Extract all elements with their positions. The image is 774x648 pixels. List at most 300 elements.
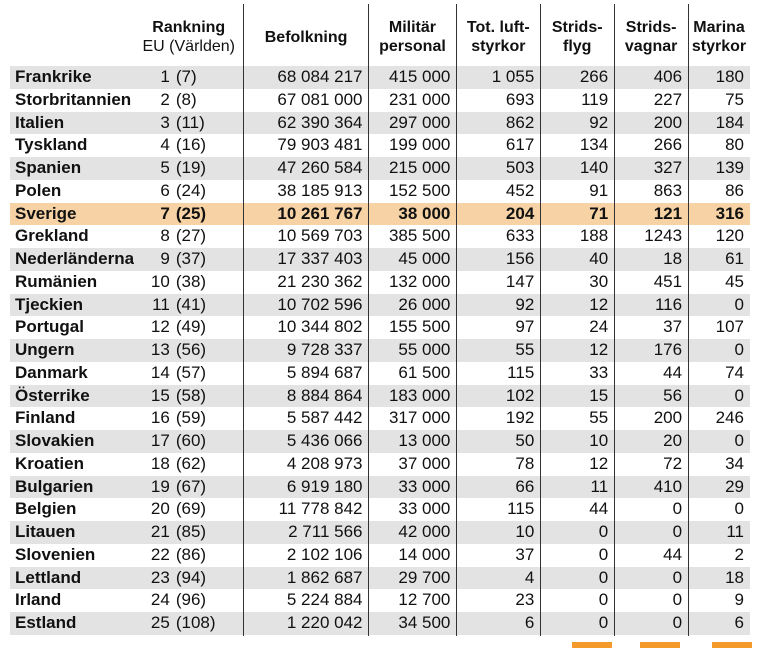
- rank-world: (16): [175, 135, 207, 155]
- jets-value: 30: [589, 271, 609, 291]
- rank-eu: 9: [160, 249, 170, 268]
- jets-value: 71: [589, 203, 609, 223]
- navy-value: 0: [734, 499, 745, 519]
- table-row: [10, 476, 750, 499]
- rank-cell: [134, 407, 244, 430]
- jets-value: 11: [590, 476, 609, 496]
- jets-value: 55: [589, 408, 609, 428]
- table-row: [10, 112, 750, 135]
- jets-value: 0: [598, 590, 609, 610]
- country-name: Portugal: [15, 317, 84, 337]
- airforce-value: 92: [515, 294, 535, 314]
- military-stats-table: [10, 8, 750, 635]
- military-value: 29 700: [398, 567, 451, 587]
- airforce-value: 97: [515, 317, 535, 337]
- navy-value: 75: [725, 89, 745, 109]
- table-row: [10, 385, 750, 408]
- rank-world: (59): [175, 408, 207, 428]
- population-value: 62 390 364: [277, 112, 363, 132]
- rank-eu: 7: [160, 203, 170, 223]
- rank-eu: 14: [150, 362, 170, 382]
- population-value: 10 569 703: [277, 226, 363, 246]
- navy-value: 2: [734, 544, 745, 564]
- jets-value: 0: [598, 522, 609, 541]
- table-row: [10, 362, 750, 385]
- military-value: 14 000: [398, 544, 451, 564]
- header-country: [10, 8, 134, 66]
- military-value: 155 500: [388, 317, 451, 337]
- navy-value: 34: [725, 453, 745, 473]
- tanks-value: 1243: [644, 226, 683, 246]
- country-name: Nederländerna: [15, 249, 134, 268]
- airforce-value: 78: [515, 453, 535, 473]
- military-value: 37 000: [398, 453, 451, 473]
- population-value: 10 344 802: [277, 317, 363, 337]
- country-name: Tjeckien: [15, 294, 84, 314]
- rank-eu: 18: [150, 453, 170, 473]
- country-name: Estland: [15, 613, 77, 632]
- airforce-value: 1 055: [491, 67, 535, 86]
- rank-world: (62): [175, 453, 207, 473]
- airforce-value: 156: [505, 249, 535, 268]
- jets-value: 15: [589, 385, 609, 405]
- navy-value: 0: [734, 431, 745, 450]
- tanks-value: 56: [663, 385, 683, 405]
- rank-world: (57): [175, 362, 207, 382]
- navy-value: 29: [725, 476, 745, 496]
- military-value: 42 000: [398, 522, 451, 541]
- table-row: [10, 430, 750, 453]
- header-population-label: Befolkning: [264, 28, 348, 46]
- rank-world: (7): [175, 67, 197, 86]
- country-name: Frankrike: [15, 67, 92, 86]
- table-row: [10, 294, 750, 317]
- military-value: 13 000: [398, 431, 451, 450]
- airforce-value: 66: [515, 476, 535, 496]
- rank-cell: [134, 544, 244, 567]
- country-name: Belgien: [15, 499, 77, 519]
- tanks-value: 18: [663, 249, 683, 268]
- header-jets-line1: Strids-: [551, 19, 603, 36]
- table-row: [10, 521, 750, 544]
- navy-value: 74: [725, 362, 745, 382]
- rank-cell: [134, 521, 244, 544]
- tanks-value: 0: [672, 499, 683, 519]
- table-row: [10, 89, 750, 112]
- column-divider: [540, 4, 541, 636]
- jets-value: 266: [579, 67, 609, 86]
- header-navy-line2: styrkor: [691, 38, 747, 55]
- table-row: [10, 339, 750, 362]
- airforce-value: 55: [515, 340, 535, 359]
- country-name: Kroatien: [15, 453, 84, 473]
- table-row: [10, 498, 750, 521]
- tanks-value: 121: [653, 203, 683, 223]
- column-divider: [456, 4, 457, 636]
- rank-world: (69): [175, 499, 207, 519]
- rank-cell: [134, 567, 244, 590]
- rank-cell: [134, 612, 244, 635]
- navy-value: 86: [725, 180, 745, 200]
- table-row: [10, 453, 750, 476]
- header-military-line1: Militär: [388, 19, 436, 36]
- airforce-value: 693: [505, 89, 535, 109]
- country-name: Slovenien: [15, 544, 96, 564]
- airforce-value: 617: [505, 135, 535, 155]
- navy-value: 0: [734, 385, 745, 405]
- header-airforce-line1: Tot. luft-: [466, 19, 530, 36]
- jets-value: 0: [598, 613, 609, 632]
- jets-value: 40: [589, 249, 609, 268]
- population-value: 68 084 217: [277, 67, 363, 86]
- airforce-value: 862: [505, 112, 535, 132]
- jets-value: 92: [589, 112, 609, 132]
- rank-world: (19): [175, 158, 207, 177]
- navy-value: 120: [715, 226, 745, 246]
- tanks-value: 406: [653, 67, 683, 86]
- military-value: 132 000: [388, 271, 451, 291]
- military-value: 385 500: [388, 226, 451, 246]
- population-value: 10 261 767: [277, 203, 363, 223]
- tanks-value: 116: [654, 294, 683, 314]
- country-name: Ungern: [15, 340, 75, 359]
- rank-cell: [134, 589, 244, 612]
- military-value: 183 000: [388, 385, 451, 405]
- navy-value: 45: [725, 271, 745, 291]
- military-value: 26 000: [398, 294, 451, 314]
- tanks-value: 0: [672, 590, 683, 610]
- airforce-value: 452: [505, 180, 535, 200]
- rank-cell: [134, 271, 244, 294]
- header-tanks-line2: vagnar: [624, 38, 678, 55]
- airforce-value: 192: [505, 408, 535, 428]
- rank-world: (96): [175, 590, 207, 610]
- rank-eu: 2: [160, 89, 170, 109]
- header-ranking-line2: EU (Världen): [142, 38, 235, 55]
- country-name: Litauen: [15, 522, 76, 541]
- rank-world: (56): [175, 340, 207, 359]
- rank-eu: 3: [160, 112, 170, 132]
- tanks-value: 451: [653, 271, 683, 291]
- military-value: 215 000: [388, 158, 451, 177]
- country-name: Finland: [15, 408, 76, 428]
- tanks-value: 200: [653, 408, 683, 428]
- airforce-value: 115: [507, 499, 535, 519]
- rank-cell: [134, 362, 244, 385]
- jets-value: 0: [598, 544, 609, 564]
- airforce-value: 23: [515, 590, 535, 610]
- population-value: 47 260 584: [277, 158, 363, 177]
- rank-cell: [134, 498, 244, 521]
- tanks-value: 863: [653, 180, 683, 200]
- table-row: [10, 157, 750, 180]
- rank-cell: [134, 203, 244, 226]
- rank-eu: 1: [160, 67, 170, 86]
- population-value: 79 903 481: [277, 135, 363, 155]
- jets-value: 91: [589, 180, 609, 200]
- rank-world: (11): [175, 112, 205, 132]
- rank-eu: 8: [160, 226, 170, 246]
- rank-world: (108): [175, 613, 216, 632]
- navy-value: 107: [715, 317, 745, 337]
- rank-cell: [134, 339, 244, 362]
- country-name: Italien: [15, 112, 65, 132]
- jets-value: 24: [589, 317, 609, 337]
- country-name: Österrike: [15, 385, 90, 405]
- airforce-value: 4: [524, 567, 535, 587]
- population-value: 4 208 973: [286, 453, 363, 473]
- jets-value: 33: [589, 362, 609, 382]
- tanks-value: 0: [672, 522, 683, 541]
- rank-world: (94): [175, 567, 207, 587]
- navy-value: 0: [734, 294, 745, 314]
- country-name: Bulgarien: [15, 476, 94, 496]
- column-divider: [368, 4, 369, 636]
- tanks-value: 44: [663, 544, 683, 564]
- military-value: 231 000: [388, 89, 451, 109]
- country-name: Slovakien: [15, 431, 95, 450]
- rank-eu: 6: [160, 180, 170, 200]
- table-row: [10, 134, 750, 157]
- tanks-value: 0: [672, 613, 683, 632]
- population-value: 5 436 066: [286, 431, 363, 450]
- rank-world: (86): [175, 544, 207, 564]
- column-divider: [614, 4, 615, 636]
- table-row: [10, 225, 750, 248]
- jets-value: 12: [589, 340, 609, 359]
- rank-cell: [134, 112, 244, 135]
- airforce-value: 633: [505, 226, 535, 246]
- population-value: 6 919 180: [286, 476, 363, 496]
- rank-eu: 13: [150, 340, 170, 359]
- rank-eu: 16: [150, 408, 170, 428]
- table-row: [10, 271, 750, 294]
- header-military: [369, 8, 457, 66]
- airforce-value: 50: [515, 431, 535, 450]
- table-row: [10, 66, 750, 89]
- table-header: [10, 8, 750, 66]
- navy-value: 0: [734, 340, 745, 359]
- country-name: Danmark: [15, 362, 88, 382]
- jets-value: 12: [589, 453, 609, 473]
- rank-cell: [134, 180, 244, 203]
- rank-world: (49): [175, 317, 207, 337]
- jets-value: 119: [581, 89, 609, 109]
- country-name: Spanien: [15, 158, 82, 177]
- tanks-value: 176: [653, 340, 683, 359]
- rank-cell: [134, 476, 244, 499]
- header-military-line2: personal: [379, 38, 446, 55]
- column-divider: [688, 4, 689, 636]
- table-row: [10, 544, 750, 567]
- table-row: [10, 567, 750, 590]
- airforce-value: 6: [524, 613, 535, 632]
- navy-value: 6: [734, 613, 745, 632]
- population-value: 1 862 687: [286, 567, 363, 587]
- population-value: 38 185 913: [277, 180, 363, 200]
- tanks-value: 327: [653, 158, 683, 177]
- rank-world: (85): [175, 522, 207, 541]
- tanks-value: 37: [663, 317, 683, 337]
- population-value: 8 884 864: [286, 385, 363, 405]
- tanks-value: 20: [663, 431, 683, 450]
- rank-cell: [134, 66, 244, 89]
- table-row: [10, 612, 750, 635]
- header-navy: [688, 8, 750, 66]
- tanks-value: 0: [672, 567, 683, 587]
- rank-world: (60): [175, 431, 207, 450]
- header-airforce: [456, 8, 540, 66]
- rank-eu: 4: [160, 135, 170, 155]
- jets-value: 44: [589, 499, 609, 519]
- header-ranking: [134, 8, 244, 66]
- rank-eu: 15: [150, 385, 170, 405]
- navy-value: 246: [715, 408, 745, 428]
- rank-cell: [134, 453, 244, 476]
- population-value: 17 337 403: [277, 249, 363, 268]
- rank-world: (8): [175, 89, 197, 109]
- rank-world: (24): [175, 180, 207, 200]
- navy-value: 9: [734, 590, 745, 610]
- navy-value: 11: [726, 522, 745, 541]
- population-value: 2 711 566: [288, 522, 363, 541]
- population-value: 10 702 596: [277, 294, 363, 314]
- population-value: 11 778 842: [278, 499, 363, 519]
- rank-world: (27): [175, 226, 207, 246]
- country-name: Polen: [15, 180, 62, 200]
- tanks-value: 266: [653, 135, 683, 155]
- population-value: 67 081 000: [277, 89, 363, 109]
- military-value: 297 000: [388, 112, 451, 132]
- country-name: Tyskland: [15, 135, 88, 155]
- population-value: 9 728 337: [286, 340, 363, 359]
- header-jets-line2: flyg: [562, 38, 592, 55]
- rank-eu: 22: [150, 544, 170, 564]
- military-value: 415 000: [388, 67, 451, 86]
- rank-eu: 21: [150, 522, 170, 541]
- military-value: 317 000: [388, 408, 451, 428]
- header-tanks-line1: Strids-: [625, 19, 677, 36]
- country-name: Lettland: [15, 567, 82, 587]
- population-value: 5 224 884: [286, 590, 363, 610]
- tanks-value: 72: [663, 453, 683, 473]
- rank-eu: 19: [150, 476, 170, 496]
- country-name: Sverige: [15, 203, 77, 223]
- jets-value: 188: [579, 226, 609, 246]
- rank-world: (58): [175, 385, 207, 405]
- header-ranking-line1: Rankning: [152, 19, 226, 36]
- jets-value: 140: [579, 158, 609, 177]
- accent-bar: [640, 642, 680, 648]
- airforce-value: 37: [515, 544, 535, 564]
- military-value: 55 000: [398, 340, 451, 359]
- rank-cell: [134, 134, 244, 157]
- rank-eu: 17: [150, 431, 170, 450]
- military-value: 61 500: [398, 362, 451, 382]
- table-row: [10, 589, 750, 612]
- header-airforce-line2: styrkor: [471, 38, 526, 55]
- column-divider: [243, 4, 244, 636]
- header-navy-line1: Marina: [693, 19, 745, 36]
- rank-cell: [134, 89, 244, 112]
- rank-eu: 20: [150, 499, 170, 519]
- population-value: 2 102 106: [286, 544, 363, 564]
- table-row: [10, 407, 750, 430]
- jets-value: 10: [589, 431, 609, 450]
- rank-cell: [134, 430, 244, 453]
- table-row: [10, 316, 750, 339]
- rank-cell: [134, 294, 244, 317]
- airforce-value: 204: [505, 203, 535, 223]
- jets-value: 12: [589, 294, 609, 314]
- rank-eu: 25: [150, 613, 170, 632]
- rank-eu: 10: [150, 271, 170, 291]
- country-name: Irland: [15, 590, 62, 610]
- military-value: 33 000: [398, 476, 451, 496]
- navy-value: 80: [725, 135, 745, 155]
- rank-cell: [134, 225, 244, 248]
- accent-bar: [572, 642, 612, 648]
- rank-eu: 5: [160, 158, 170, 177]
- rank-eu: 23: [150, 567, 170, 587]
- population-value: 5 894 687: [286, 362, 363, 382]
- rank-cell: [134, 385, 244, 408]
- country-name: Grekland: [15, 226, 89, 246]
- military-value: 34 500: [398, 613, 451, 632]
- military-value: 33 000: [398, 499, 451, 519]
- rank-eu: 24: [150, 590, 170, 610]
- navy-value: 18: [725, 567, 745, 587]
- airforce-value: 115: [507, 362, 535, 382]
- military-value: 45 000: [398, 249, 451, 268]
- rank-cell: [134, 248, 244, 271]
- navy-value: 139: [715, 158, 745, 177]
- rank-world: (37): [175, 249, 207, 268]
- header-jets: [540, 8, 614, 66]
- population-value: 1 220 042: [286, 613, 363, 632]
- rank-eu: 12: [150, 317, 170, 337]
- population-value: 5 587 442: [286, 408, 363, 428]
- country-name: Storbritannien: [15, 89, 132, 109]
- jets-value: 0: [598, 567, 609, 587]
- rank-cell: [134, 316, 244, 339]
- population-value: 21 230 362: [277, 271, 363, 291]
- airforce-value: 503: [505, 158, 535, 177]
- table-row: [10, 203, 750, 226]
- military-value: 12 700: [398, 590, 451, 610]
- military-value: 199 000: [388, 135, 451, 155]
- airforce-value: 102: [505, 385, 535, 405]
- rank-eu: 11: [152, 294, 170, 314]
- tanks-value: 410: [653, 476, 683, 496]
- tanks-value: 200: [653, 112, 683, 132]
- header-population: [244, 8, 369, 66]
- military-value: 152 500: [388, 180, 451, 200]
- rank-world: (38): [175, 271, 207, 291]
- header-tanks: [614, 8, 688, 66]
- navy-value: 184: [715, 112, 745, 132]
- tanks-value: 227: [653, 89, 683, 109]
- military-value: 38 000: [398, 203, 451, 223]
- accent-bar: [712, 642, 752, 648]
- navy-value: 61: [725, 249, 745, 268]
- table-body: [10, 66, 750, 635]
- table-row: [10, 248, 750, 271]
- tanks-value: 44: [663, 362, 683, 382]
- rank-world: (41): [175, 294, 207, 314]
- airforce-value: 10: [515, 522, 535, 541]
- rank-world: (25): [175, 203, 207, 223]
